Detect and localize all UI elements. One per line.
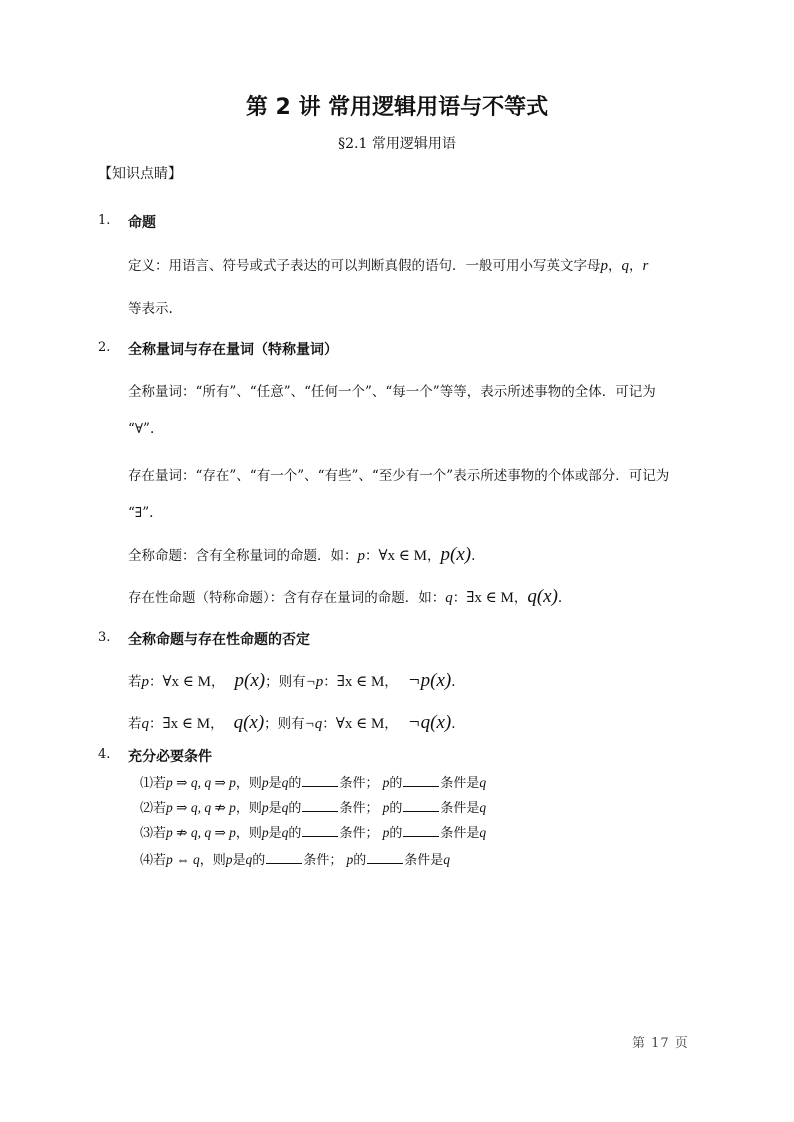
condition-item-1: ⑴若p ⇒ q, q ⇒ p，则p是q的 条件； p的 条件是q xyxy=(140,775,487,791)
condition-item-4: ⑷若p ⇔ q，则p是q的 条件； p的 条件是q xyxy=(140,852,450,868)
universal-symbol: “∀”. xyxy=(128,421,155,437)
universal-proposition-line: 全称命题：含有全称量词的命题．如：p：∀x ∈ M，p(x). xyxy=(128,544,476,565)
page-title: 第 2 讲 常用逻辑用语与不等式 xyxy=(245,95,549,120)
existential-proposition-line: 存在性命题（特称命题）：含有存在量词的命题．如：q：∃x ∈ M，q(x). xyxy=(128,586,563,607)
section-3-heading: 全称命题与存在性命题的否定 xyxy=(128,632,310,648)
negation-line-p: 若p：∀x ∈ M， p(x)；则有¬p：∃x ∈ M， ¬p(x). xyxy=(128,670,456,691)
section-3-number: 3. xyxy=(98,630,111,645)
universal-quantifier-text: 全称量词：“所有”、“任意”、“任何一个”、“每一个”等等，表示所述事物的全体．可记为 xyxy=(128,384,656,400)
definition-line: 定义：用语言、符号或式子表达的可以判断真假的语句．一般可用小写英文字母p，q，r xyxy=(128,258,649,274)
definition-text: 定义：用语言、符号或式子表达的可以判断真假的语句．一般可用小写英文字母 xyxy=(128,258,601,274)
section-1-number: 1. xyxy=(98,213,111,228)
letter-r: r xyxy=(642,258,649,274)
condition-item-2: ⑵若p ⇒ q, q ⇏ p，则p是q的 条件； p的 条件是q xyxy=(140,800,487,816)
px-expr: p(x) xyxy=(440,544,472,565)
letter-q: q xyxy=(621,258,629,274)
section-4-heading: 充分必要条件 xyxy=(128,749,212,765)
answer-blank[interactable] xyxy=(302,824,338,837)
qx-expr: q(x) xyxy=(527,586,558,607)
existential-quantifier-text: 存在量词：“存在”、“有一个”、“有些”、“至少有一个”表示所述事物的个体或部分．可记为 xyxy=(128,468,670,484)
knowledge-points-label: 【知识点睛】 xyxy=(98,166,182,182)
answer-blank[interactable] xyxy=(403,774,439,787)
universal-proposition-label: 全称命题：含有全称量词的命题．如： xyxy=(128,548,358,564)
exists-expr: ∃x ∈ M xyxy=(466,590,514,606)
letter-p: p xyxy=(600,258,608,274)
answer-blank[interactable] xyxy=(266,851,302,864)
section-4-number: 4. xyxy=(98,747,111,762)
page-number: 第 17 页 xyxy=(632,1036,689,1051)
section-subtitle: §2.1 常用逻辑用语 xyxy=(338,136,456,152)
answer-blank[interactable] xyxy=(367,851,403,864)
condition-item-3: ⑶若p ⇏ q, q ⇒ p，则p是q的 条件； p的 条件是q xyxy=(140,825,487,841)
definition-end: 等表示. xyxy=(128,301,173,317)
section-1-heading: 命题 xyxy=(128,215,156,231)
answer-blank[interactable] xyxy=(302,774,338,787)
existential-symbol: “∃”. xyxy=(128,505,154,521)
answer-blank[interactable] xyxy=(302,799,338,812)
answer-blank[interactable] xyxy=(403,799,439,812)
forall-expr: ∀x ∈ M xyxy=(378,548,427,564)
section-2-heading: 全称量词与存在量词（特称量词） xyxy=(128,342,338,358)
negation-line-q: 若q：∃x ∈ M， q(x)；则有¬q：∀x ∈ M， ¬q(x). xyxy=(128,712,456,733)
section-2-number: 2. xyxy=(98,340,111,355)
answer-blank[interactable] xyxy=(403,824,439,837)
existential-proposition-label: 存在性命题（特称命题）：含有存在量词的命题．如： xyxy=(128,590,446,606)
